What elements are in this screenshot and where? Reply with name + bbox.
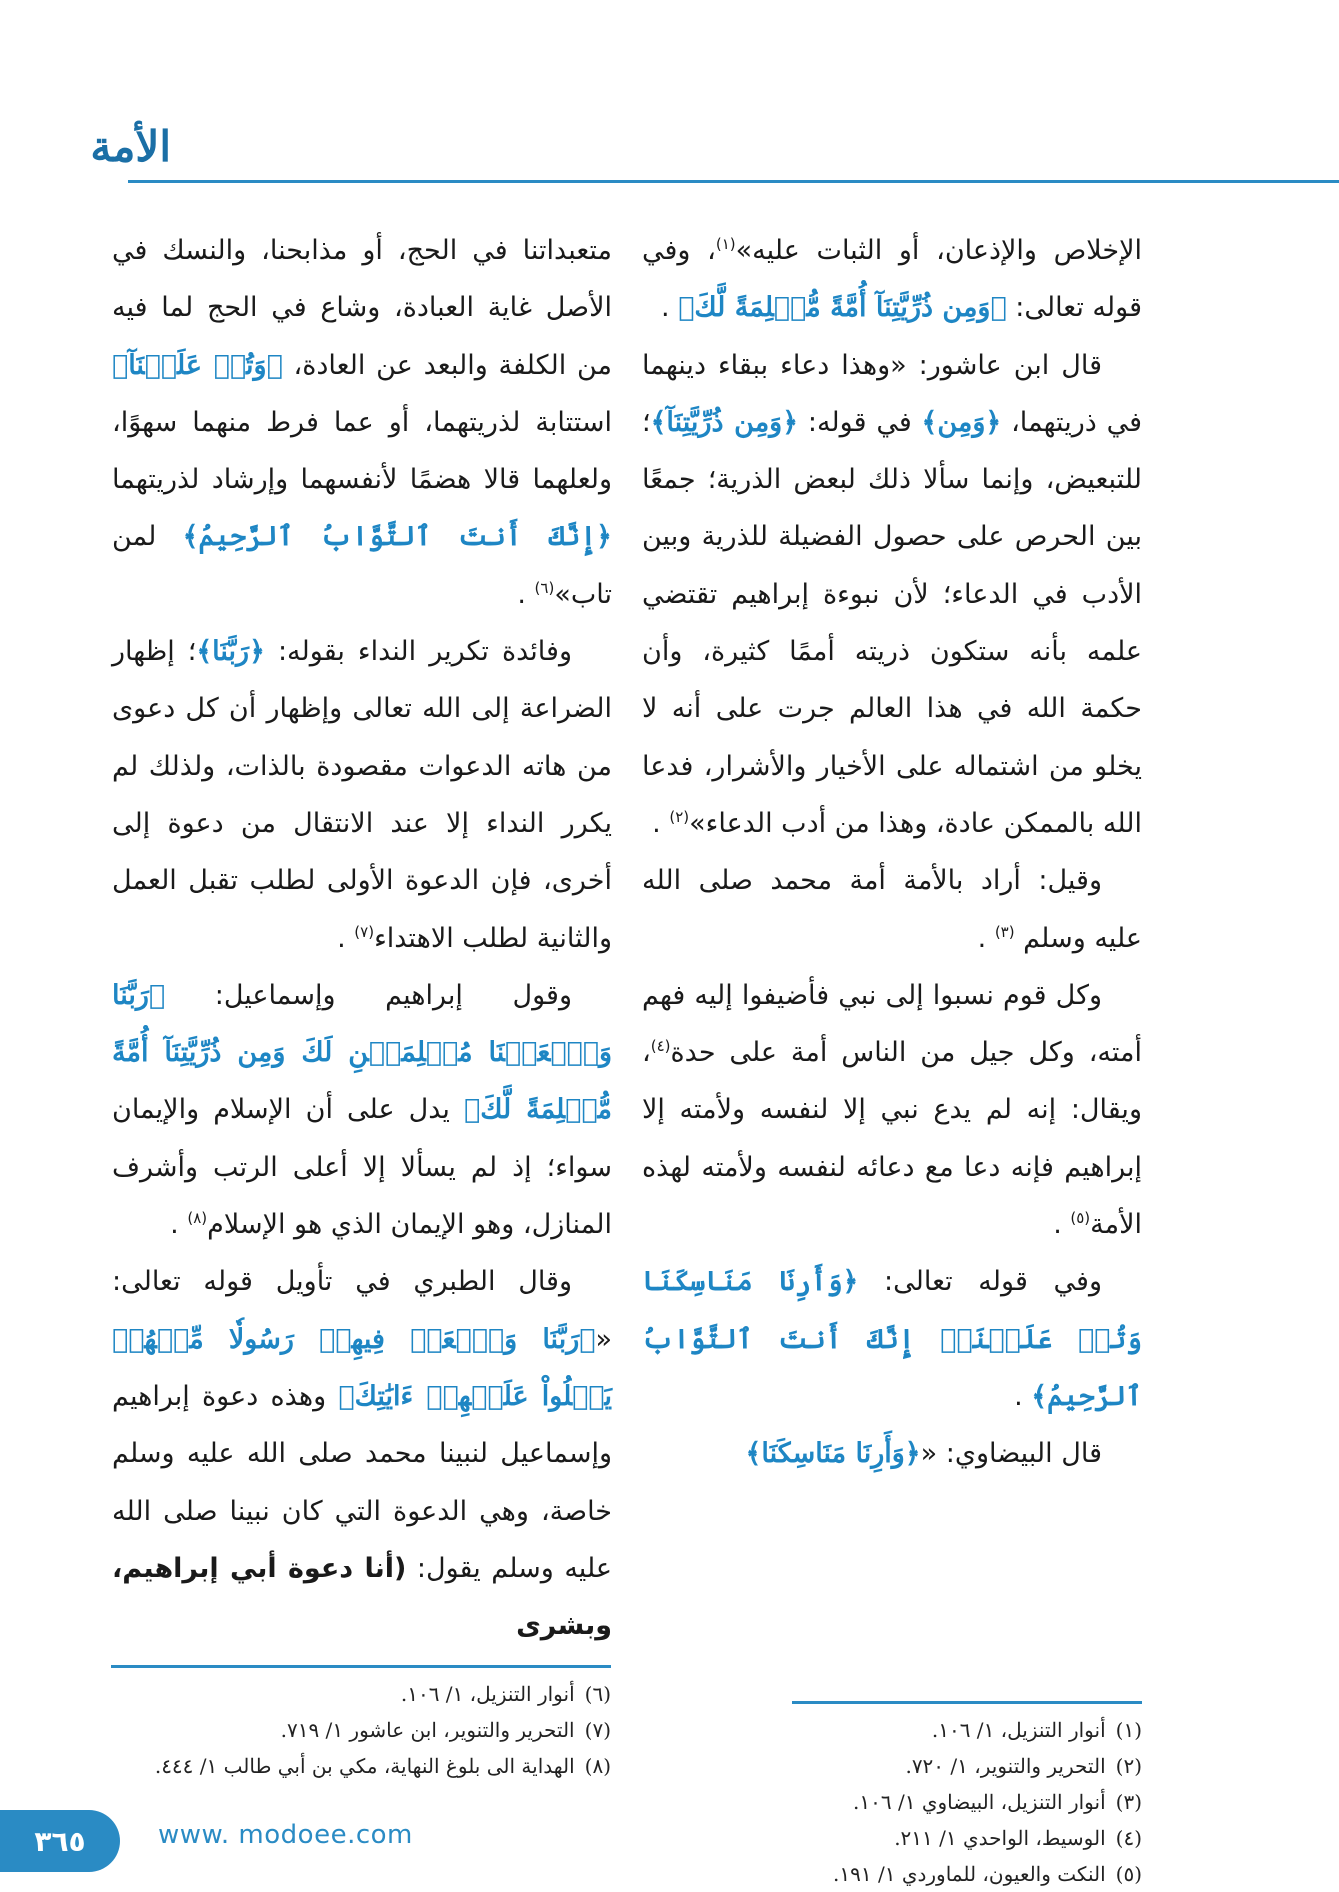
text-run: . [652,807,670,839]
text-run: ، وفي قوله تعالى: [642,235,1142,324]
text-run: . [337,922,355,954]
text-run: وفائدة تكرير النداء بقوله: [264,636,572,668]
website-link[interactable]: www. modoee.com [158,1820,413,1850]
quran-verse: ﴿وَأَرِنَا مَنَاسِكَنَا وَتُبۡ عَلَيۡنَآۖ إِنَّكَ أَنتَ ٱلتَّوَّابُ ٱلرَّحِيمُ﴾ [642,1266,1142,1412]
footnote-number: (٧) [584,1718,611,1742]
text-run: . [1053,1209,1071,1241]
footnotes-right [642,1712,1142,1892]
quran-verse: ﴿رَبَّنَا وَٱجۡعَلۡنَا مُسۡلِمَيۡنِ لَكَ وَمِن ذُرِّيَّتِنَآ أُمَّةً مُّسۡلِمَةً لَّكَ﴾ [112,979,612,1126]
footnote-text: أنوار التنزيل، ١/ ١٠٦. [931,1718,1106,1742]
page-number: ٣٦٥ [34,1824,86,1858]
paragraph [642,1425,1142,1482]
text-run: . [661,292,679,324]
footnote [111,1712,611,1748]
right-text-column [642,222,1142,1483]
page-number-badge [0,1810,120,1872]
footnote-ref: (٦) [534,578,555,597]
section-title: الأمة [90,122,171,171]
footnote [642,1748,1142,1784]
footnote [642,1820,1142,1856]
paragraph [642,967,1142,1253]
quran-verse: ﴿رَبَّنَا﴾ [196,636,265,668]
footnote-ref: (٨) [187,1209,208,1228]
footnote-number: (٢) [1115,1754,1142,1778]
text-run: يدل على أن الإسلام والإيمان سواء؛ إذ لم يسألا إلا أعلى الرتب وأشرف المنازل، وهو الإيمان الذي هو الإسلام [112,1094,612,1241]
quran-verse: ﴿وَأَرِنَا مَنَاسِكَنَا﴾ [745,1438,921,1470]
text-run: . [170,1209,188,1241]
text-run: استتابة لذريتهما، أو عما فرط منهما سهوًا، ولعلهما قالا هضمًا لأنفسهما وإرشاد لذريتهما [112,406,612,496]
footnote-number: (٦) [584,1682,611,1706]
text-run: ؛ للتبعيض، وإنما سألا ذلك لبعض الذرية؛ جمعًا بين الحرص على حصول الفضيلة للذرية وبين الأدب في الدعاء؛ لأن نبوءة إبراهيم تقتضي علمه بأنه ستكون ذريته أممًا كثيرة، وأن حكمة الله في هذا العالم جرت على أنه لا يخلو من اشتماله على الأخيار والأشرار، فدعا الله بالممكن عادة، وهذا من أدب الدعاء» [642,406,1142,839]
paragraph [112,623,612,967]
footnote-text: الوسيط، الواحدي ١/ ٢١١. [894,1826,1106,1850]
text-run: . [1014,1380,1032,1412]
quran-verse: ﴿وَتُبۡ عَلَيۡنَآ﴾ [112,349,283,381]
text-run: قال البيضاوي: « [920,1438,1102,1470]
text-run: ، ويقال: إنه لم يدع نبي إلا لنفسه ولأمته إلا إبراهيم فإنه دعا مع دعائه لنفسه ولأمته لهذه الأمة [642,1037,1142,1241]
hadith-quote: (أنا دعوة أبي إبراهيم، وبشرى [112,1552,612,1642]
footnotes-left [111,1676,611,1784]
text-run: . [977,922,995,954]
footnote-ref: (١) [715,235,736,253]
footnote-number: (١) [1115,1718,1142,1742]
footnote [111,1676,611,1712]
text-run: وقول إبراهيم وإسماعيل: [165,979,572,1011]
footnote [642,1784,1142,1820]
footnote-divider-left [111,1665,611,1668]
footnote-number: (٨) [584,1754,611,1778]
text-run: وهذه دعوة إبراهيم وإسماعيل لنبينا محمد صلى الله عليه وسلم خاصة، وهي الدعوة التي كان نبينا صلى الله عليه وسلم يقول: [112,1380,613,1584]
text-run: الإخلاص والإذعان، أو الثبات عليه» [735,235,1142,266]
paragraph [642,337,1142,853]
footnote-text: أنوار التنزيل، ١/ ١٠٦. [400,1682,575,1706]
footnote [642,1856,1142,1892]
footnote-ref: (٤) [650,1037,671,1056]
text-run: . [517,578,535,610]
quran-verse: ﴿إِنَّكَ أَنتَ ٱلتَّوَّابُ ٱلرَّحِيمُ﴾ [182,521,612,553]
footnote-ref: (٥) [1070,1209,1091,1228]
header-divider [128,180,1339,183]
footnote-ref: (٣) [994,922,1015,941]
footnote-text: التحرير والتنوير، ابن عاشور ١/ ٧١٩. [280,1718,575,1742]
footnote-divider-right [792,1701,1142,1704]
footnote-text: النكت والعيون، للماوردي ١/ ١٩١. [833,1862,1106,1886]
footnote [642,1712,1142,1748]
text-run: قال ابن عاشور: «وهذا دعاء ببقاء دينهما في ذريتهما، [642,349,1143,438]
paragraph [112,967,612,1253]
footnote-ref: (٢) [669,807,690,826]
footnote-number: (٤) [1115,1826,1142,1850]
paragraph [642,222,1142,337]
footnote-ref: (٧) [354,922,375,941]
text-run: وقال الطبري في تأويل قوله تعالى: « [112,1266,612,1355]
footnote-text: أنوار التنزيل، البيضاوي ١/ ١٠٦. [853,1790,1106,1814]
text-run: في قوله: [798,406,922,438]
quran-verse: ﴿وَمِن ذُرِّيَّتِنَآ﴾ [650,406,799,438]
footnote-number: (٣) [1115,1790,1142,1814]
footnote-text: الهداية الى بلوغ النهاية، مكي بن أبي طالب ١/ ٤٤٤. [154,1754,575,1778]
paragraph [112,1253,612,1654]
footnote-number: (٥) [1115,1862,1142,1886]
text-run: ؛ إظهار الضراعة إلى الله تعالى وإظهار أن كل دعوى من هاته الدعوات مقصودة بالذات، ولذلك لم يكرر النداء إلا عند الانتقال من دعوة إلى أخرى، فإن الدعوة الأولى لطلب تقبل العمل والثانية لطلب الاهتداء [112,636,612,954]
left-text-column [112,222,612,1654]
quran-verse: ﴿وَمِن ذُرِّيَّتِنَآ أُمَّةً مُّسۡلِمَةً لَّكَ﴾ [678,292,1007,324]
footnote [111,1748,611,1784]
text-run: وقيل: أراد بالأمة أمة محمد صلى الله عليه وسلم [642,865,1142,954]
text-run: وفي قوله تعالى: [858,1266,1102,1298]
paragraph [112,222,612,623]
text-run: لمن تاب» [112,521,612,610]
text-run: متعبداتنا في الحج، أو مذابحنا، والنسك في الأصل غاية العبادة، وشاع في الحج لما فيه من الكلفة والبعد عن العادة، [112,235,612,381]
footnote-text: التحرير والتنوير، ١/ ٧٢٠. [905,1754,1106,1778]
text-run: وكل قوم نسبوا إلى نبي فأضيفوا إليه فهم أمته، وكل جيل من الناس أمة على حدة [642,979,1142,1069]
quran-verse: ﴿وَمِن﴾ [921,406,1002,438]
quran-verse: ﴿رَبَّنَا وَٱبۡعَثۡ فِيهِمۡ رَسُولٗا مِّنۡهُمۡ يَتۡلُواْ عَلَيۡهِمۡ ءَايَٰتِكَ﴾ [112,1323,613,1412]
paragraph [642,1253,1142,1425]
paragraph [642,852,1142,967]
